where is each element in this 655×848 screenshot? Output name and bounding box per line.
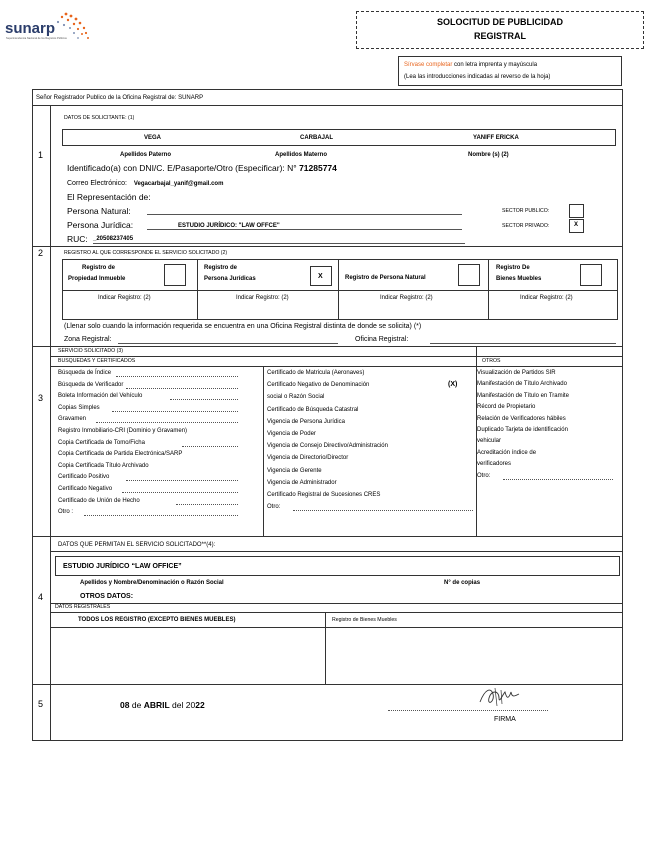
ident-value: 71285774	[299, 163, 337, 173]
service-col1-item: Búsqueda de Verificador	[58, 381, 124, 388]
indicar-4: Indicar Registro: (2)	[520, 295, 573, 301]
s3-title-line	[50, 356, 623, 357]
service-col3-item: verificadores	[477, 461, 512, 468]
signature	[475, 684, 525, 710]
service-col2-item: Otro:	[267, 504, 281, 511]
s4-title-line	[50, 551, 623, 552]
service-col1-item: Copia Certificada de Partida Electrónica/SARP	[58, 451, 183, 458]
registro-propiedad-checkbox[interactable]	[164, 264, 186, 286]
indicar-3: Indicar Registro: (2)	[380, 295, 433, 301]
registro-sep-1	[197, 259, 198, 320]
apellido-materno-value: CARBAJAL	[300, 135, 333, 141]
service-col1-fill-line	[126, 388, 238, 389]
service-col1-fill-line	[84, 515, 238, 516]
service-col1-item: Registro Inmobiliario-CRI (Dominio y Gravamen)	[58, 428, 188, 434]
indicar-2: Indicar Registro: (2)	[236, 295, 289, 301]
service-col2-item: social o Razón Social	[267, 394, 325, 401]
service-col1-item: Copias Simples	[58, 404, 100, 411]
s3-subtitle: BUSQUEDAS Y CERTIFICADOS	[58, 358, 136, 364]
representacion-label: El Representación de:	[67, 192, 151, 202]
persona-natural-label: Persona Natural:	[67, 206, 131, 216]
service-col2-item: Vigencia de Persona Jurídica	[267, 418, 345, 425]
negativo-denominacion-mark: (X)	[448, 381, 458, 388]
date-year: 22	[195, 700, 205, 710]
bienes-muebles-label: Registro de Bienes Muebles	[332, 617, 397, 623]
opt1-l1: Registro de	[82, 265, 116, 271]
registrales-header-line	[50, 627, 623, 628]
todos-registros-label: TODOS LOS REGISTRO (EXCEPTO BIENES MUEBLES)	[78, 617, 236, 623]
service-col3-fill-line	[503, 479, 613, 480]
email-label: Correo Electrónico:	[67, 180, 127, 187]
date-de-2: del 20	[172, 700, 196, 710]
section-2-divider	[32, 346, 623, 347]
service-col1-item: Búsqueda de Índice	[58, 370, 112, 376]
section-4-divider	[32, 684, 623, 685]
section-5-number: 5	[38, 699, 44, 709]
s4-title: DATOS QUE PERMITAN EL SERVICIO SOLICITADO**(4):	[58, 542, 216, 548]
email-line	[67, 180, 223, 187]
denominacion-label: Apellidos y Nombre/Denominación o Razón Social	[80, 580, 224, 586]
indicar-1: Indicar Registro: (2)	[98, 295, 151, 301]
persona-natural-line	[147, 214, 462, 215]
ruc-line	[93, 243, 465, 244]
opt4-l2: Bienes Muebles	[496, 276, 542, 282]
service-col3-item: Manifestación de Título Archivado	[477, 381, 567, 388]
service-col2-item: Vigencia de Gerente	[267, 467, 322, 474]
service-col2-item: Vigencia de Administrador	[267, 479, 337, 486]
instructions-box	[398, 56, 622, 86]
registro-muebles-checkbox[interactable]	[580, 264, 602, 286]
service-col1-fill-line	[170, 399, 238, 400]
date-month: ABRIL	[143, 700, 170, 710]
opt2-l1: Registro de	[204, 265, 238, 271]
registro-sep-3	[488, 259, 489, 320]
firma-line	[388, 710, 548, 711]
ruc-value: _20508237405	[93, 236, 134, 242]
date-line	[120, 701, 205, 710]
instructions-rest: con letra imprenta y mayúscula	[452, 62, 538, 68]
firma-label: FIRMA	[494, 716, 516, 723]
service-col3-item: vehicular	[477, 438, 502, 445]
registrar-line: Señor Registrador Publico de la Oficina Registral de: SUNARP	[36, 95, 204, 101]
datos-registrales-line	[50, 612, 623, 613]
registro-sep-2	[338, 259, 339, 320]
service-col2-item: Certificado Registral de Sucesiones CRES	[267, 492, 381, 498]
section-2-number: 2	[38, 248, 44, 258]
date-day: 08	[120, 700, 130, 710]
service-col1-item: Certificado Positivo	[58, 474, 110, 481]
service-col1-item: Otro :	[58, 509, 74, 516]
title-line-1: SOLOCITUD DE PUBLICIDAD	[437, 17, 563, 27]
otros-datos-line	[50, 603, 623, 604]
llenar-note: (Llenar solo cuando la información requerida se encuentra en una Oficina Registral distinta de donde se solicita) (*)	[64, 323, 422, 330]
section-1-divider	[32, 246, 623, 247]
service-col2-item: Certificado Negativo de Denominación	[267, 382, 370, 389]
apellido-materno-label: Apellidos Materno	[275, 152, 328, 158]
s1-datos-label: DATOS DE SOLICITANTE: (1)	[64, 115, 135, 121]
registrales-sep	[325, 612, 326, 684]
section-1-number: 1	[38, 150, 44, 160]
registrar-divider	[32, 105, 623, 106]
persona-juridica-value: ESTUDIO JURÍDICO: "LAW OFFCE"	[178, 223, 280, 229]
copias-label: N° de copias	[444, 580, 481, 586]
otros-datos-label: OTROS DATOS:	[80, 593, 134, 600]
sector-publico-label: SECTOR PUBLICO:	[502, 208, 550, 214]
service-col1-item: Boleta Información del Vehículo	[58, 393, 143, 400]
service-col1-fill-line	[116, 376, 238, 377]
logo-name: sunarp	[5, 20, 56, 37]
email-value: Vegacarbajal_yanif@gmail.com	[133, 181, 224, 187]
logo-tagline: Superintendencia Nacional de los Registros Públicos	[6, 37, 67, 40]
s3-col-sep-1	[263, 366, 264, 536]
title-line-2: REGISTRAL	[473, 31, 526, 41]
service-col1-item: Copia Certificada de Tomo/Ficha	[58, 439, 145, 446]
nombre-label: Nombre (s) (2)	[468, 152, 509, 158]
oficina-label: Oficina Registral:	[355, 336, 409, 343]
denominacion-value: ESTUDIO JURÍDICO “LAW OFFICE”	[63, 563, 182, 570]
persona-juridica-label: Persona Jurídica:	[67, 220, 134, 230]
service-col1-fill-line	[122, 492, 238, 493]
signature-icon	[475, 684, 525, 710]
apellido-paterno-label: Apellidos Paterno	[120, 152, 172, 158]
section-4-number: 4	[38, 592, 44, 602]
s2-title: REGISTRO AL QUE CORRESPONDE EL SERVICIO SOLICITADO (2)	[64, 250, 228, 256]
registro-natural-checkbox[interactable]	[458, 264, 480, 286]
s3-otros: OTROS	[482, 358, 501, 364]
service-col2-item: Vigencia de Poder	[267, 431, 316, 437]
service-col1-item: Copia Certificada Título Archivado	[58, 462, 149, 469]
registro-options-mid	[62, 290, 618, 291]
service-col1-item: Certificado de Unión de Hecho	[58, 497, 140, 504]
service-col1-fill-line	[176, 504, 238, 505]
service-col2-fill-line	[293, 510, 473, 511]
instructions-line-1	[404, 62, 537, 68]
s3-sub-line	[50, 366, 623, 367]
date-de-1: de	[131, 700, 142, 710]
service-col3-item: Otro:	[477, 472, 491, 479]
service-col1-item: Gravamen	[58, 416, 87, 423]
datos-registrales-label: DATOS REGISTRALES	[55, 604, 111, 610]
service-col2-item: Certificado de Matricula (Aeronaves)	[267, 370, 365, 376]
s3-title: SERVICIO SOLICITADO (3)	[58, 348, 123, 354]
persona-juridica-line	[147, 229, 462, 230]
service-col2-item: Vigencia de Directorio/Director	[267, 455, 349, 462]
service-col3-item: Acreditación índice de	[477, 449, 537, 456]
sector-privado-mark: X	[574, 222, 579, 228]
zona-line	[118, 343, 338, 344]
service-col1-fill-line	[112, 411, 238, 412]
registro-juridicas-mark: X	[318, 273, 323, 280]
nombre-value: YANIFF ERICKA	[473, 135, 519, 141]
service-col1-fill-line	[182, 446, 238, 447]
opt3-l1: Registro de Persona Natural	[345, 275, 426, 281]
service-col3-item: Récord de Propietario	[477, 404, 536, 411]
apellido-paterno-value: VEGA	[144, 135, 162, 141]
zona-label: Zona Registral:	[64, 336, 112, 343]
opt2-l2: Persona Jurídicas	[204, 276, 256, 282]
ruc-label: RUC:	[67, 234, 88, 244]
section-3-number: 3	[38, 393, 44, 403]
sector-publico-checkbox[interactable]	[569, 204, 584, 218]
service-col2-item: Vigencia de Consejo Directivo/Administración	[267, 443, 388, 450]
sector-privado-label: SECTOR PRIVADO:	[502, 223, 550, 229]
section-3-divider	[32, 536, 623, 537]
service-col3-item: Visualización de Partidos SIR	[477, 370, 556, 376]
opt4-l1: Registro De	[496, 265, 530, 271]
instructions-line-2: (Lea las introducciones indicadas al reverso de la hoja)	[404, 74, 551, 80]
instructions-orange: Sírvase completar	[404, 62, 453, 68]
number-column-divider	[50, 105, 51, 741]
service-col3-item: Manifestación de Título en Tramite	[477, 392, 569, 399]
identification-line	[67, 164, 337, 173]
service-col3-item: Duplicado Tarjeta de identificación	[477, 427, 568, 433]
oficina-line	[430, 343, 616, 344]
ident-label: Identificado(a) con DNI/C. E/Pasaporte/Otro (Especificar): N°	[67, 163, 297, 173]
service-col1-fill-line	[96, 422, 238, 423]
service-col1-item: Certificado Negativo	[58, 486, 113, 492]
service-col2-item: Certificado de Búsqueda Catastral	[267, 406, 359, 413]
opt1-l2: Propiedad Inmueble	[68, 276, 126, 282]
service-col1-fill-line	[126, 480, 238, 481]
service-col3-item: Relación de Verificadores hábiles	[477, 415, 566, 422]
